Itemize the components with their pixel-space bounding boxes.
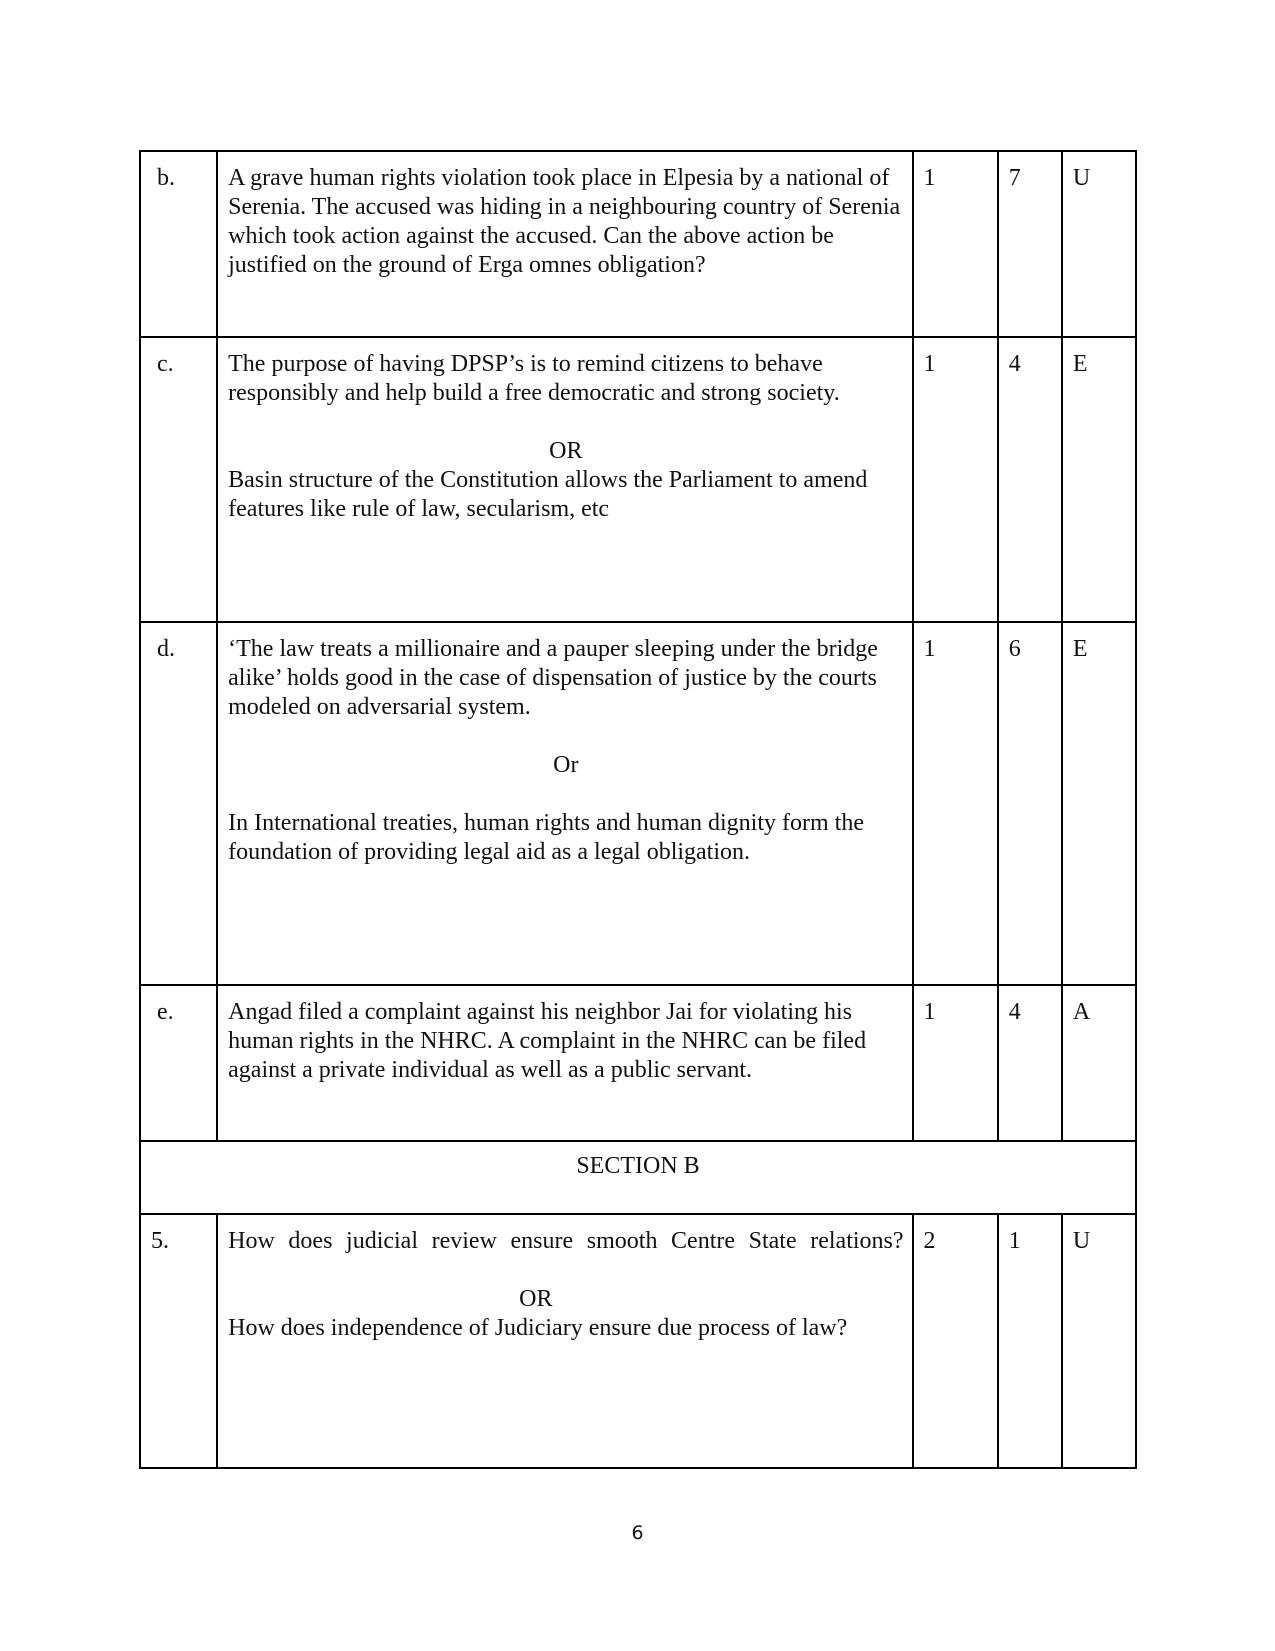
type-value: E	[1062, 337, 1136, 622]
section-heading: SECTION B	[140, 1141, 1136, 1214]
marks-value: 1	[913, 622, 998, 985]
table-row	[140, 622, 1136, 985]
question-paragraph: The purpose of having DPSP’s is to remind citizens to behave responsibly and help build a free democratic and strong society.	[228, 351, 840, 406]
marks-value: 1	[913, 337, 998, 622]
unit-value: 1	[998, 1214, 1062, 1468]
question-number: d.	[140, 622, 217, 985]
question-number: c.	[140, 337, 217, 622]
or-separator: OR	[549, 438, 583, 464]
question-text	[217, 622, 912, 985]
or-separator: Or	[553, 752, 579, 778]
question-paragraph: In International treaties, human rights and human dignity form the foundation of providing legal aid as a legal obligation.	[228, 810, 864, 865]
question-number: b.	[140, 151, 217, 337]
marks-value: 2	[913, 1214, 998, 1468]
marks-value: 1	[913, 151, 998, 337]
question-paragraph: Basin structure of the Constitution allows the Parliament to amend features like rule of law, secularism, etc	[228, 467, 868, 522]
table-row	[140, 337, 1136, 622]
table-row	[140, 1214, 1136, 1468]
unit-value: 7	[998, 151, 1062, 337]
type-value: U	[1062, 1214, 1136, 1468]
question-paragraph: ‘The law treats a millionaire and a pauper sleeping under the bridge alike’ holds good in the case of dispensation of justice by the courts modeled on adversarial system.	[228, 636, 878, 720]
unit-value: 6	[998, 622, 1062, 985]
type-value: U	[1062, 151, 1136, 337]
question-paragraph: Angad filed a complaint against his neighbor Jai for violating his human rights in the NHRC. A complaint in the NHRC can be filed against a private individual as well as a public servant.	[228, 999, 867, 1083]
question-text	[217, 985, 912, 1141]
question-number: 5.	[140, 1214, 217, 1468]
unit-value: 4	[998, 337, 1062, 622]
question-paragraph: A grave human rights violation took place in Elpesia by a national of Serenia. The accused was hiding in a neighbouring country of Serenia which took action against the accused. Can the above action be justified on the ground of Erga omnes obligation?	[228, 165, 901, 278]
marks-value: 1	[913, 985, 998, 1141]
or-separator: OR	[519, 1286, 553, 1312]
type-value: A	[1062, 985, 1136, 1141]
question-table	[139, 150, 1137, 1469]
table-row	[140, 151, 1136, 337]
unit-value: 4	[998, 985, 1062, 1141]
table-row	[140, 985, 1136, 1141]
question-paragraph: How does independence of Judiciary ensure due process of law?	[228, 1315, 848, 1341]
question-text	[217, 337, 912, 622]
question-text	[217, 1214, 912, 1468]
question-paragraph: How does judicial review ensure smooth Centre State relations?	[228, 1228, 904, 1254]
section-row	[140, 1141, 1136, 1214]
question-number: e.	[140, 985, 217, 1141]
question-text	[217, 151, 912, 337]
type-value: E	[1062, 622, 1136, 985]
page-number: 6	[631, 1522, 644, 1544]
